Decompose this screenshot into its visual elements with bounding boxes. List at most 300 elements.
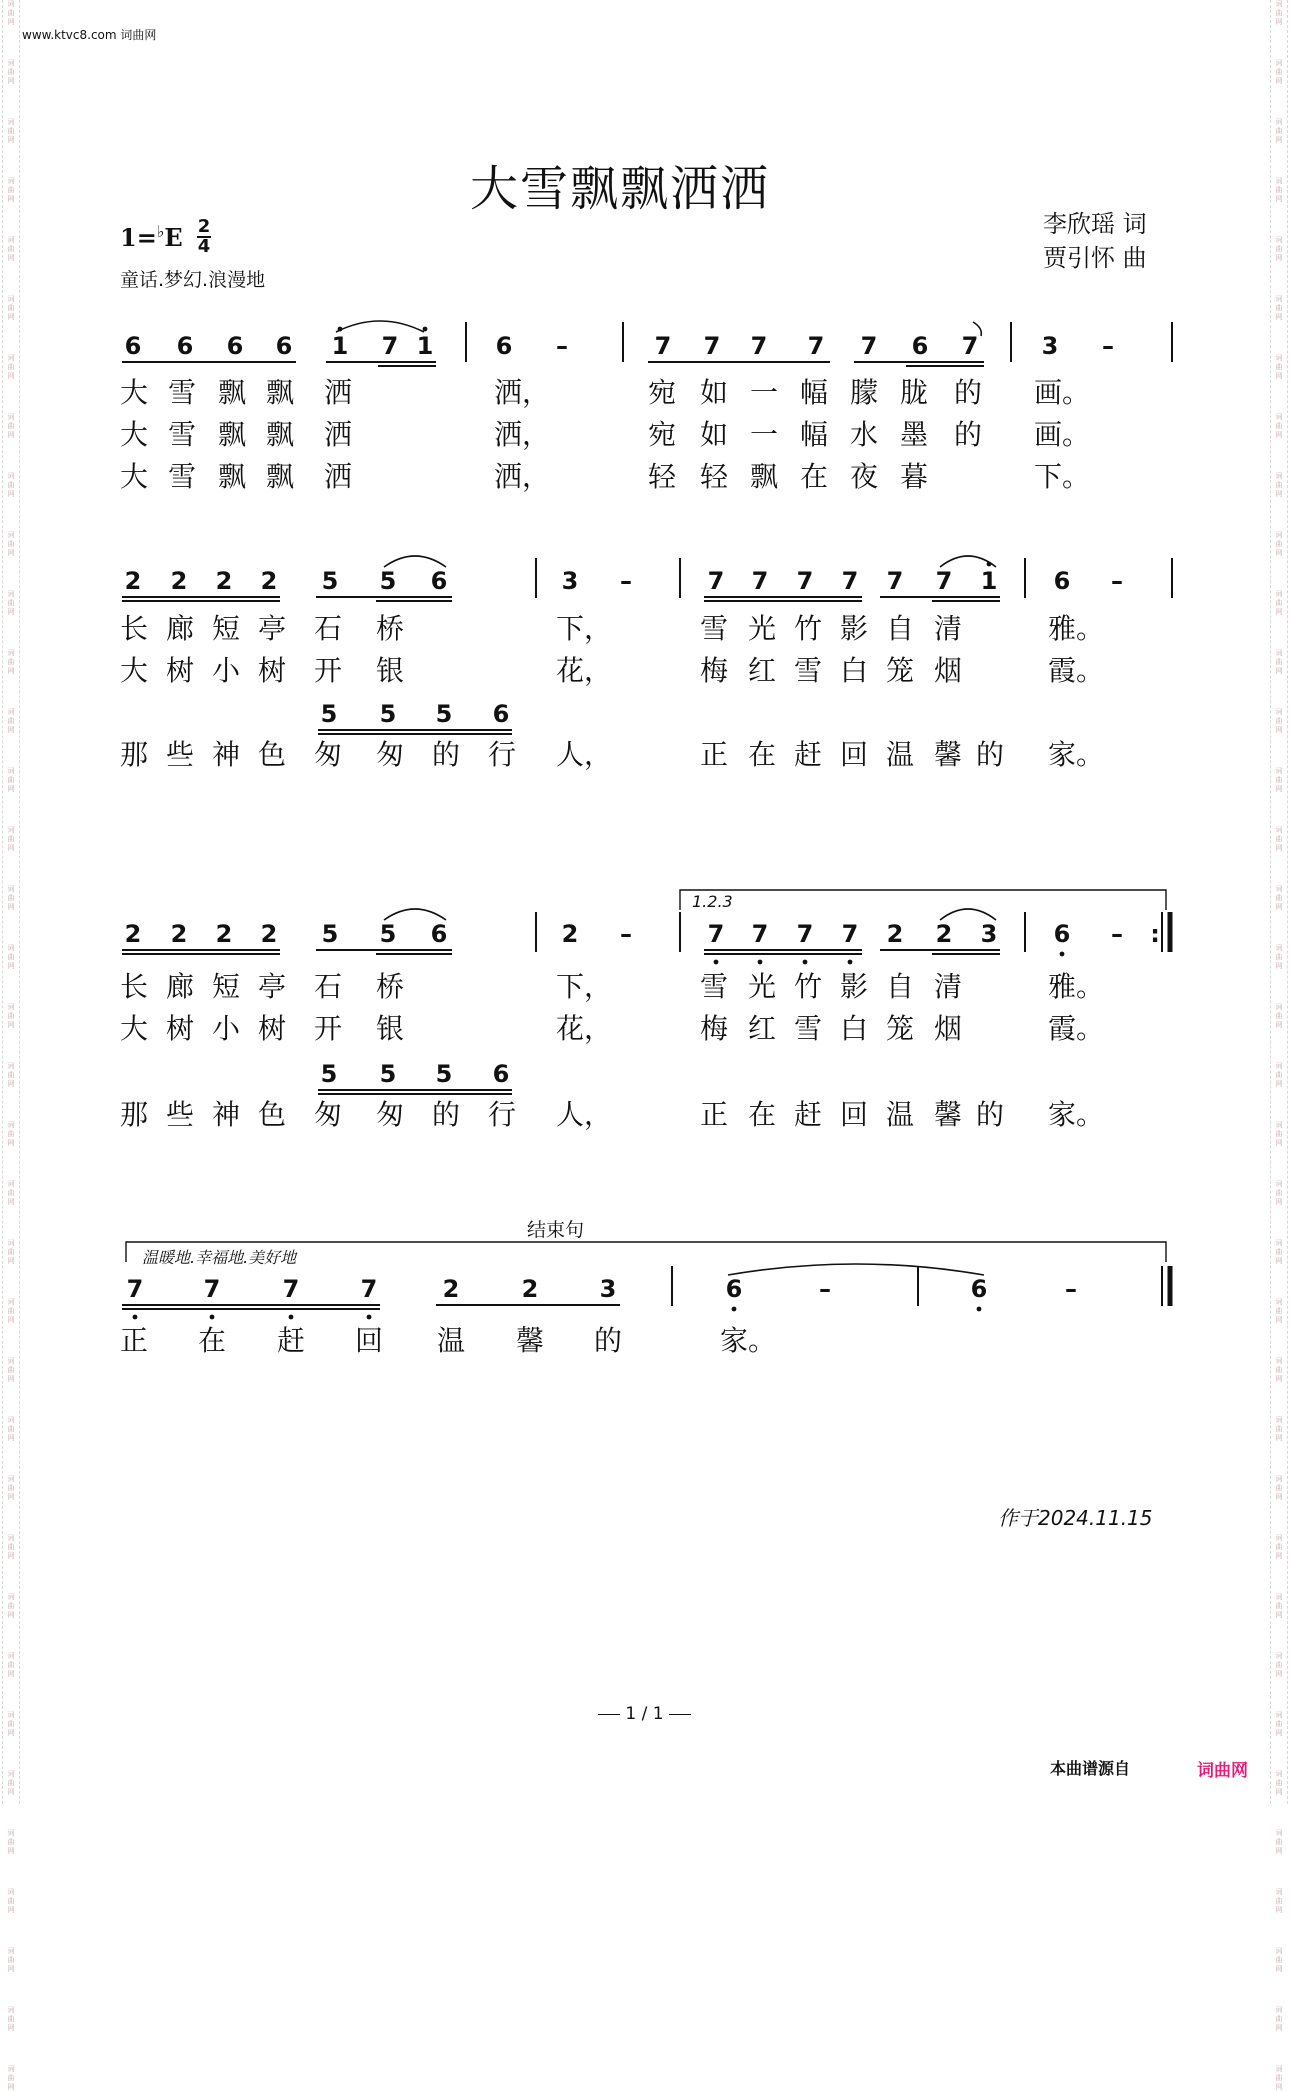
volta-bracket	[680, 890, 1166, 910]
lyric-char: 行	[488, 1098, 517, 1131]
dash: –	[620, 567, 632, 595]
lyric-char: 一	[750, 418, 779, 451]
lyric-char: 人，	[556, 738, 613, 771]
lyric-char: 梅	[700, 1012, 729, 1045]
note: 2	[215, 920, 233, 948]
watermark-text: 词 曲 网	[7, 0, 15, 26]
note: 7	[707, 920, 725, 948]
lyric-char: 行	[488, 738, 517, 771]
site-url[interactable]: www.ktvc8.com 词曲网	[22, 28, 157, 42]
lyric-char: 在	[198, 1324, 227, 1357]
watermark-text: 词 曲 网	[7, 1711, 15, 1737]
lyric-char: 人，	[556, 1098, 613, 1131]
low-octave-dot	[977, 1307, 982, 1312]
note: 7	[796, 920, 814, 948]
lyric-char: 飘	[218, 460, 247, 493]
watermark-text: 词 曲 网	[7, 531, 15, 557]
lyric-char: 水	[850, 418, 879, 451]
lyric-char: 下，	[556, 612, 613, 645]
time-signature	[197, 218, 211, 256]
watermark-text: 词 曲 网	[1275, 590, 1283, 616]
watermark-text: 词 曲 网	[7, 1770, 15, 1796]
watermark-text: 词 曲 网	[1275, 236, 1283, 262]
watermark-text: 词 曲 网	[7, 472, 15, 498]
lyric-char: 画。	[1034, 418, 1091, 451]
style-mark: 童话.梦幻.浪漫地	[120, 269, 266, 291]
watermark-text: 词 曲 网	[7, 413, 15, 439]
watermark-text: 词 曲 网	[1275, 1652, 1283, 1678]
watermark-text: 词 曲 网	[7, 118, 15, 144]
watermark-text: 词 曲 网	[1275, 1711, 1283, 1737]
watermark-text: 词 曲 网	[7, 1652, 15, 1678]
lyric-char: 银	[376, 654, 405, 687]
lyric-char: 的	[976, 1098, 1005, 1131]
lyric-char: 雪	[700, 612, 729, 645]
watermark-text: 词 曲 网	[7, 1239, 15, 1265]
volta-label: 1.2.3	[692, 892, 733, 911]
note: 6	[911, 332, 929, 360]
composer-credit: 贾引怀 曲	[1043, 244, 1147, 272]
watermark-text: 词 曲 网	[1275, 767, 1283, 793]
lyric-char: 温	[437, 1324, 466, 1357]
lyric-char: 霞。	[1048, 654, 1105, 687]
lyric-char: 的	[432, 738, 461, 771]
watermark-text: 词 曲 网	[7, 590, 15, 616]
lyric-char: 树	[258, 654, 287, 687]
note: 5	[379, 567, 397, 595]
note: 7	[707, 567, 725, 595]
page-number	[598, 1704, 691, 1724]
watermark-text: 词 曲 网	[7, 1062, 15, 1088]
watermark-text: 词 曲 网	[7, 1947, 15, 1973]
left-watermark-strip	[2, 0, 20, 2091]
lyric-char: 如	[700, 418, 729, 451]
note: 6	[970, 1275, 988, 1303]
watermark-text: 词 曲 网	[1275, 1357, 1283, 1383]
lyric-char: 色	[258, 1098, 287, 1131]
alt-note: 6	[492, 700, 510, 728]
watermark-text: 词 曲 网	[7, 944, 15, 970]
lyric-char: 正	[700, 1098, 729, 1131]
low-octave-dot	[848, 960, 853, 965]
time-top: 2	[197, 216, 211, 237]
lyric-char: 一	[750, 376, 779, 409]
lyric-char: 在	[748, 738, 777, 771]
alt-note: 5	[320, 1060, 338, 1088]
note: 6	[495, 332, 513, 360]
page-number-text: 1 / 1	[625, 1704, 664, 1724]
lyric-char: 的	[954, 418, 983, 451]
lyrics-verse-1	[120, 376, 1090, 409]
watermark-text: 词 曲 网	[1275, 531, 1283, 557]
lyric-char: 雪	[794, 1012, 823, 1045]
lyric-char: 长	[120, 612, 149, 645]
lyric-char: 家。	[720, 1324, 777, 1357]
lyric-char: 下。	[1034, 460, 1091, 493]
lyric-char: 竹	[794, 612, 823, 645]
lyric-char: 银	[376, 1012, 405, 1045]
lyric-char: 飘	[218, 418, 247, 451]
note: 2	[215, 567, 233, 595]
watermark-text: 词 曲 网	[7, 59, 15, 85]
lyrics-verse-2	[120, 418, 1090, 451]
low-octave-dot	[714, 960, 719, 965]
lyric-char: 梅	[700, 654, 729, 687]
lyric-char: 在	[800, 460, 829, 493]
lyrics-verse-3	[120, 738, 1104, 771]
right-watermark-strip	[1270, 0, 1288, 2091]
watermark-text: 词 曲 网	[1275, 1062, 1283, 1088]
lyric-char: 的	[432, 1098, 461, 1131]
lyric-char: 雪	[168, 418, 197, 451]
lyric-char: 赶	[277, 1324, 306, 1357]
lyric-char: 烟	[934, 1012, 963, 1045]
dash: –	[1111, 567, 1123, 595]
note: 5	[321, 920, 339, 948]
note: 6	[430, 920, 448, 948]
note: 1	[980, 567, 998, 595]
lyric-char: 树	[166, 654, 195, 687]
watermark-text: 词 曲 网	[1275, 118, 1283, 144]
low-octave-dot	[732, 1307, 737, 1312]
lyric-char: 自	[886, 612, 915, 645]
lyric-char: 亭	[258, 612, 287, 645]
key-note: E	[164, 223, 183, 252]
watermark-text: 词 曲 网	[1275, 1416, 1283, 1442]
note: 7	[841, 567, 859, 595]
alt-note: 5	[379, 1060, 397, 1088]
watermark-text: 词 曲 网	[1275, 354, 1283, 380]
lyric-char: 胧	[900, 376, 929, 409]
watermark-text: 词 曲 网	[1275, 472, 1283, 498]
ending-style-mark: 温暖地.幸福地.美好地	[142, 1248, 297, 1267]
ending-label: 结束句	[527, 1219, 585, 1241]
lyric-char: 馨	[516, 1324, 545, 1357]
watermark-text: 词 曲 网	[7, 1003, 15, 1029]
note: 6	[124, 332, 142, 360]
lyric-char: 影	[840, 970, 869, 1003]
watermark-text: 词 曲 网	[1275, 1829, 1283, 1855]
lyric-char: 馨	[934, 738, 963, 771]
watermark-text: 词 曲 网	[7, 1888, 15, 1914]
lyric-char: 红	[748, 1012, 777, 1045]
lyric-char: 雅。	[1048, 970, 1105, 1003]
page-title: 大雪飘飘洒洒	[470, 161, 771, 217]
note: 2	[170, 920, 188, 948]
lyric-char: 红	[748, 654, 777, 687]
notes-layer	[125, 327, 1160, 1303]
lyric-char: 家。	[1048, 1098, 1105, 1131]
watermark-text: 词 曲 网	[1275, 1239, 1283, 1265]
lyric-char: 回	[840, 1098, 869, 1131]
note: 3	[561, 567, 579, 595]
watermark-text: 词 曲 网	[1275, 1003, 1283, 1029]
lyric-char: 飘	[266, 460, 295, 493]
watermark-text: 词 曲 网	[7, 1298, 15, 1324]
lyric-char: 笼	[886, 1012, 915, 1045]
watermark-text: 词 曲 网	[1275, 1593, 1283, 1619]
dash: –	[819, 1275, 831, 1303]
lyric-char: 光	[748, 970, 777, 1003]
lyrics-verse-1	[120, 970, 1104, 1003]
lyric-char: 雪	[700, 970, 729, 1003]
watermark-text: 词 曲 网	[7, 354, 15, 380]
slur	[940, 909, 996, 920]
watermark-text: 词 曲 网	[1275, 1770, 1283, 1796]
lyrics-verse-2	[120, 1012, 1104, 1045]
lyric-char: 些	[166, 738, 195, 771]
watermark-text: 词 曲 网	[7, 767, 15, 793]
watermark-text: 词 曲 网	[1275, 413, 1283, 439]
lyricist-credit: 李欣瑶 词	[1043, 210, 1147, 238]
note: 7	[935, 567, 953, 595]
source-label: 本曲谱源自	[1050, 1759, 1131, 1778]
slur	[384, 556, 446, 567]
lyric-char: 廊	[166, 970, 195, 1003]
note: 7	[126, 1275, 144, 1303]
lyric-char: 回	[355, 1324, 384, 1357]
note: 6	[430, 567, 448, 595]
lyric-char: 飘	[218, 376, 247, 409]
lyric-char: 开	[314, 654, 343, 687]
high-octave-dot	[987, 562, 992, 567]
lyric-char: 雅。	[1048, 612, 1105, 645]
watermark-text: 词 曲 网	[1275, 649, 1283, 675]
lyric-char: 洒，	[494, 460, 551, 493]
alt-note: 5	[379, 700, 397, 728]
lyric-char: 赶	[794, 738, 823, 771]
source-brand[interactable]: 词曲网	[1197, 1761, 1248, 1781]
lyrics-ending	[120, 1324, 776, 1357]
lyric-char: 画。	[1034, 376, 1091, 409]
lyric-char: 短	[212, 612, 241, 645]
lyric-char: 花，	[556, 1012, 613, 1045]
lyric-char: 的	[976, 738, 1005, 771]
watermark-text: 词 曲 网	[1275, 944, 1283, 970]
lyric-char: 烟	[934, 654, 963, 687]
lyric-char: 廊	[166, 612, 195, 645]
composition-date: 作于2024.11.15	[998, 1506, 1153, 1530]
low-octave-dot	[367, 1315, 372, 1320]
note: 5	[379, 920, 397, 948]
lyric-char: 飘	[266, 418, 295, 451]
lyric-char: 小	[212, 654, 241, 687]
alt-note: 5	[320, 700, 338, 728]
lyric-char: 竹	[794, 970, 823, 1003]
watermark-text: 词 曲 网	[1275, 2006, 1283, 2032]
note: 7	[750, 332, 768, 360]
lyric-char: 短	[212, 970, 241, 1003]
note: 6	[725, 1275, 743, 1303]
lyric-char: 洒	[324, 376, 353, 409]
watermark-text: 词 曲 网	[1275, 2065, 1283, 2091]
watermark-text: 词 曲 网	[7, 1475, 15, 1501]
dash: –	[620, 920, 632, 948]
lyric-char: 雪	[794, 654, 823, 687]
note: 2	[260, 567, 278, 595]
note: 2	[170, 567, 188, 595]
lyric-char: 回	[840, 738, 869, 771]
low-octave-dot	[289, 1315, 294, 1320]
lyric-char: 赶	[794, 1098, 823, 1131]
note: 2	[442, 1275, 460, 1303]
lyric-char: 的	[594, 1324, 623, 1357]
watermark-text: 词 曲 网	[7, 2006, 15, 2032]
lyrics-verse-2	[120, 654, 1104, 687]
dash: –	[556, 332, 568, 360]
lyric-char: 宛	[648, 376, 677, 409]
high-octave-dot	[423, 327, 428, 332]
lyric-char: 清	[934, 970, 963, 1003]
lyric-char: 家。	[1048, 738, 1105, 771]
lyric-char: 正	[700, 738, 729, 771]
watermark-text: 词 曲 网	[7, 885, 15, 911]
lyric-char: 白	[840, 1012, 869, 1045]
note: 2	[521, 1275, 539, 1303]
lyric-char: 神	[212, 1098, 241, 1131]
lyric-char: 些	[166, 1098, 195, 1131]
lyric-char: 雪	[168, 376, 197, 409]
lyric-char: 神	[212, 738, 241, 771]
alt-note: 5	[435, 700, 453, 728]
watermark-text: 词 曲 网	[7, 649, 15, 675]
lyric-char: 石	[314, 612, 343, 645]
lyric-char: 在	[748, 1098, 777, 1131]
low-octave-dot	[210, 1315, 215, 1320]
lyric-char: 自	[886, 970, 915, 1003]
lyric-char: 那	[120, 1098, 149, 1131]
lyric-char: 桥	[376, 612, 405, 645]
note: 2	[886, 920, 904, 948]
lyric-char: 宛	[648, 418, 677, 451]
watermark-text: 词 曲 网	[1275, 177, 1283, 203]
note: 3	[1041, 332, 1059, 360]
slur	[384, 909, 446, 920]
watermark-text: 词 曲 网	[1275, 885, 1283, 911]
note: 6	[1053, 920, 1071, 948]
time-bottom: 4	[197, 236, 211, 257]
note: 7	[360, 1275, 378, 1303]
low-octave-dot	[133, 1315, 138, 1320]
lyric-char: 飘	[266, 376, 295, 409]
lyric-char: 洒	[324, 418, 353, 451]
lyric-char: 那	[120, 738, 149, 771]
lyric-char: 亭	[258, 970, 287, 1003]
watermark-text: 词 曲 网	[1275, 1121, 1283, 1147]
lyric-char: 树	[166, 1012, 195, 1045]
watermark-text: 词 曲 网	[7, 177, 15, 203]
watermark-text: 词 曲 网	[7, 2065, 15, 2091]
watermark-text: 词 曲 网	[7, 1534, 15, 1560]
watermark-text: 词 曲 网	[1275, 708, 1283, 734]
lyric-char: 飘	[750, 460, 779, 493]
note: 7	[654, 332, 672, 360]
lyric-char: 温	[886, 738, 915, 771]
watermark-text: 词 曲 网	[7, 295, 15, 321]
note: 3	[980, 920, 998, 948]
lyric-char: 影	[840, 612, 869, 645]
slur	[940, 556, 996, 567]
dash: –	[1111, 920, 1123, 948]
flat-icon: ♭	[156, 222, 165, 241]
lyric-char: 幅	[800, 376, 829, 409]
note: 7	[282, 1275, 300, 1303]
watermark-text: 词 曲 网	[7, 708, 15, 734]
watermark-text: 词 曲 网	[1275, 0, 1283, 26]
watermark-text: 词 曲 网	[7, 1121, 15, 1147]
lyric-char: 光	[748, 612, 777, 645]
lyric-char: 轻	[700, 460, 729, 493]
alt-note: 5	[435, 1060, 453, 1088]
lyric-char: 白	[840, 654, 869, 687]
watermark-text: 词 曲 网	[7, 1593, 15, 1619]
slur	[336, 321, 424, 332]
note: 3	[599, 1275, 617, 1303]
alt-note: 6	[492, 1060, 510, 1088]
note: 1	[416, 332, 434, 360]
lyric-char: 匆	[314, 738, 343, 771]
note: 7	[807, 332, 825, 360]
low-octave-dot	[758, 960, 763, 965]
lyric-char: 朦	[850, 376, 879, 409]
lyric-char: 大	[120, 1012, 149, 1045]
watermark-text: 词 曲 网	[7, 826, 15, 852]
lyric-char: 开	[314, 1012, 343, 1045]
lyric-char: 大	[120, 460, 149, 493]
note: 1	[331, 332, 349, 360]
note: 6	[176, 332, 194, 360]
lyric-char: 如	[700, 376, 729, 409]
note: 6	[275, 332, 293, 360]
low-octave-dot	[803, 960, 808, 965]
note: 2	[935, 920, 953, 948]
note: 7	[860, 332, 878, 360]
watermark-text: 词 曲 网	[7, 1357, 15, 1383]
lyric-char: 长	[120, 970, 149, 1003]
slur	[728, 1264, 984, 1275]
watermark-text: 词 曲 网	[1275, 295, 1283, 321]
repeat-sign: :	[1150, 920, 1160, 948]
lyrics-verse-1	[120, 612, 1104, 645]
lyric-char: 树	[258, 1012, 287, 1045]
lyric-char: 夜	[850, 460, 879, 493]
dash: –	[1065, 1275, 1077, 1303]
lyric-char: 洒	[324, 460, 353, 493]
lyrics-verse-3	[120, 460, 1090, 493]
lyric-char: 色	[258, 738, 287, 771]
grace-mark	[973, 322, 981, 336]
watermark-text: 词 曲 网	[7, 1180, 15, 1206]
note: 7	[796, 567, 814, 595]
lyric-char: 大	[120, 418, 149, 451]
low-octave-dot	[1060, 952, 1065, 957]
note: 2	[260, 920, 278, 948]
high-octave-dot	[338, 327, 343, 332]
dash: –	[1102, 332, 1114, 360]
lyric-char: 石	[314, 970, 343, 1003]
lyric-char: 大	[120, 376, 149, 409]
watermark-text: 词 曲 网	[1275, 1475, 1283, 1501]
lyric-char: 温	[886, 1098, 915, 1131]
lyric-char: 匆	[376, 1098, 405, 1131]
note: 2	[124, 567, 142, 595]
note: 5	[321, 567, 339, 595]
lyric-char: 洒，	[494, 376, 551, 409]
watermark-text: 词 曲 网	[1275, 826, 1283, 852]
lyric-char: 匆	[314, 1098, 343, 1131]
note: 2	[561, 920, 579, 948]
watermark-text: 词 曲 网	[1275, 59, 1283, 85]
